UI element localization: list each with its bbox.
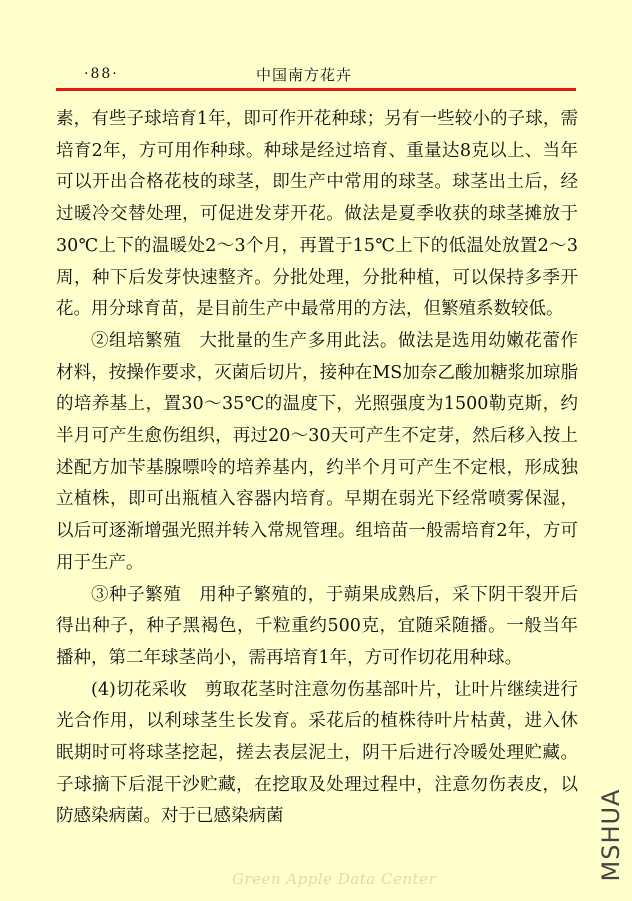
page-number: ·88· — [84, 66, 119, 82]
watermark: Green Apple Data Center — [232, 870, 437, 888]
body-text — [56, 104, 578, 833]
header-rule — [56, 88, 576, 91]
paragraph: ②组培繁殖 大批量的生产多用此法。做法是选用幼嫩花蕾作材料，按操作要求，灭菌后切片，接种在MS加奈乙酸加糖浆加琼脂的培养基上，置30～35℃的温度下，光照强度为1500勒克斯，约半月可产生愈伤组织，再过20～30天可产生不定芽，然后移入按上述配方加苄基腺嘌呤的培养基内，约半个月可产生不定根，形成独立植株，即可出瓶植入容器内培育。早期在弱光下经常喷雾保湿，以后可逐渐增强光照并转入常规管理。组培苗一般需培育2年，方可用于生产。 — [56, 330, 578, 573]
paragraph: (4)切花采收 剪取花茎时注意勿伤基部叶片，让叶片继续进行光合作用，以利球茎生长发育。采花后的植株待叶片枯黄，进入休眠期时可将球茎挖起，搓去表层泥土，阴干后进行冷暖处理贮藏。子球摘下后混干沙贮藏，在挖取及处理过程中，注意勿伤表皮，以防感染病菌。对于已感染病菌 — [56, 679, 578, 827]
running-title: 中国南方花卉 — [256, 66, 353, 84]
paragraph: 素，有些子球培育1年，即可作开花种球；另有一些较小的子球，需培育2年，方可用作种球。种球是经过培育、重量达8克以上、当年可以开出合格花枝的球茎，即生产中常用的球茎。球茎出土后，经过暖冷交替处理，可促进发芽开花。做法是夏季收获的球茎摊放于30℃上下的温暖处2～3个月，再置于15℃上下的低温处放置2～3周，种下后发芽快速整齐。分批处理，分批种植，可以保持多季开花。用分球育苗，是目前生产中最常用的方法，但繁殖系数较低。 — [56, 109, 578, 320]
paragraph: ③种子繁殖 用种子繁殖的，于蒴果成熟后，采下阴干裂开后得出种子，种子黑褐色，千粒重约500克，宜随采随播。一般当年播种，第二年球茎尚小，需再培育1年，方可作切花用种球。 — [56, 584, 578, 668]
side-mark-text: MSHUA — [597, 788, 625, 882]
side-mark — [596, 780, 626, 890]
page-header — [56, 66, 576, 86]
